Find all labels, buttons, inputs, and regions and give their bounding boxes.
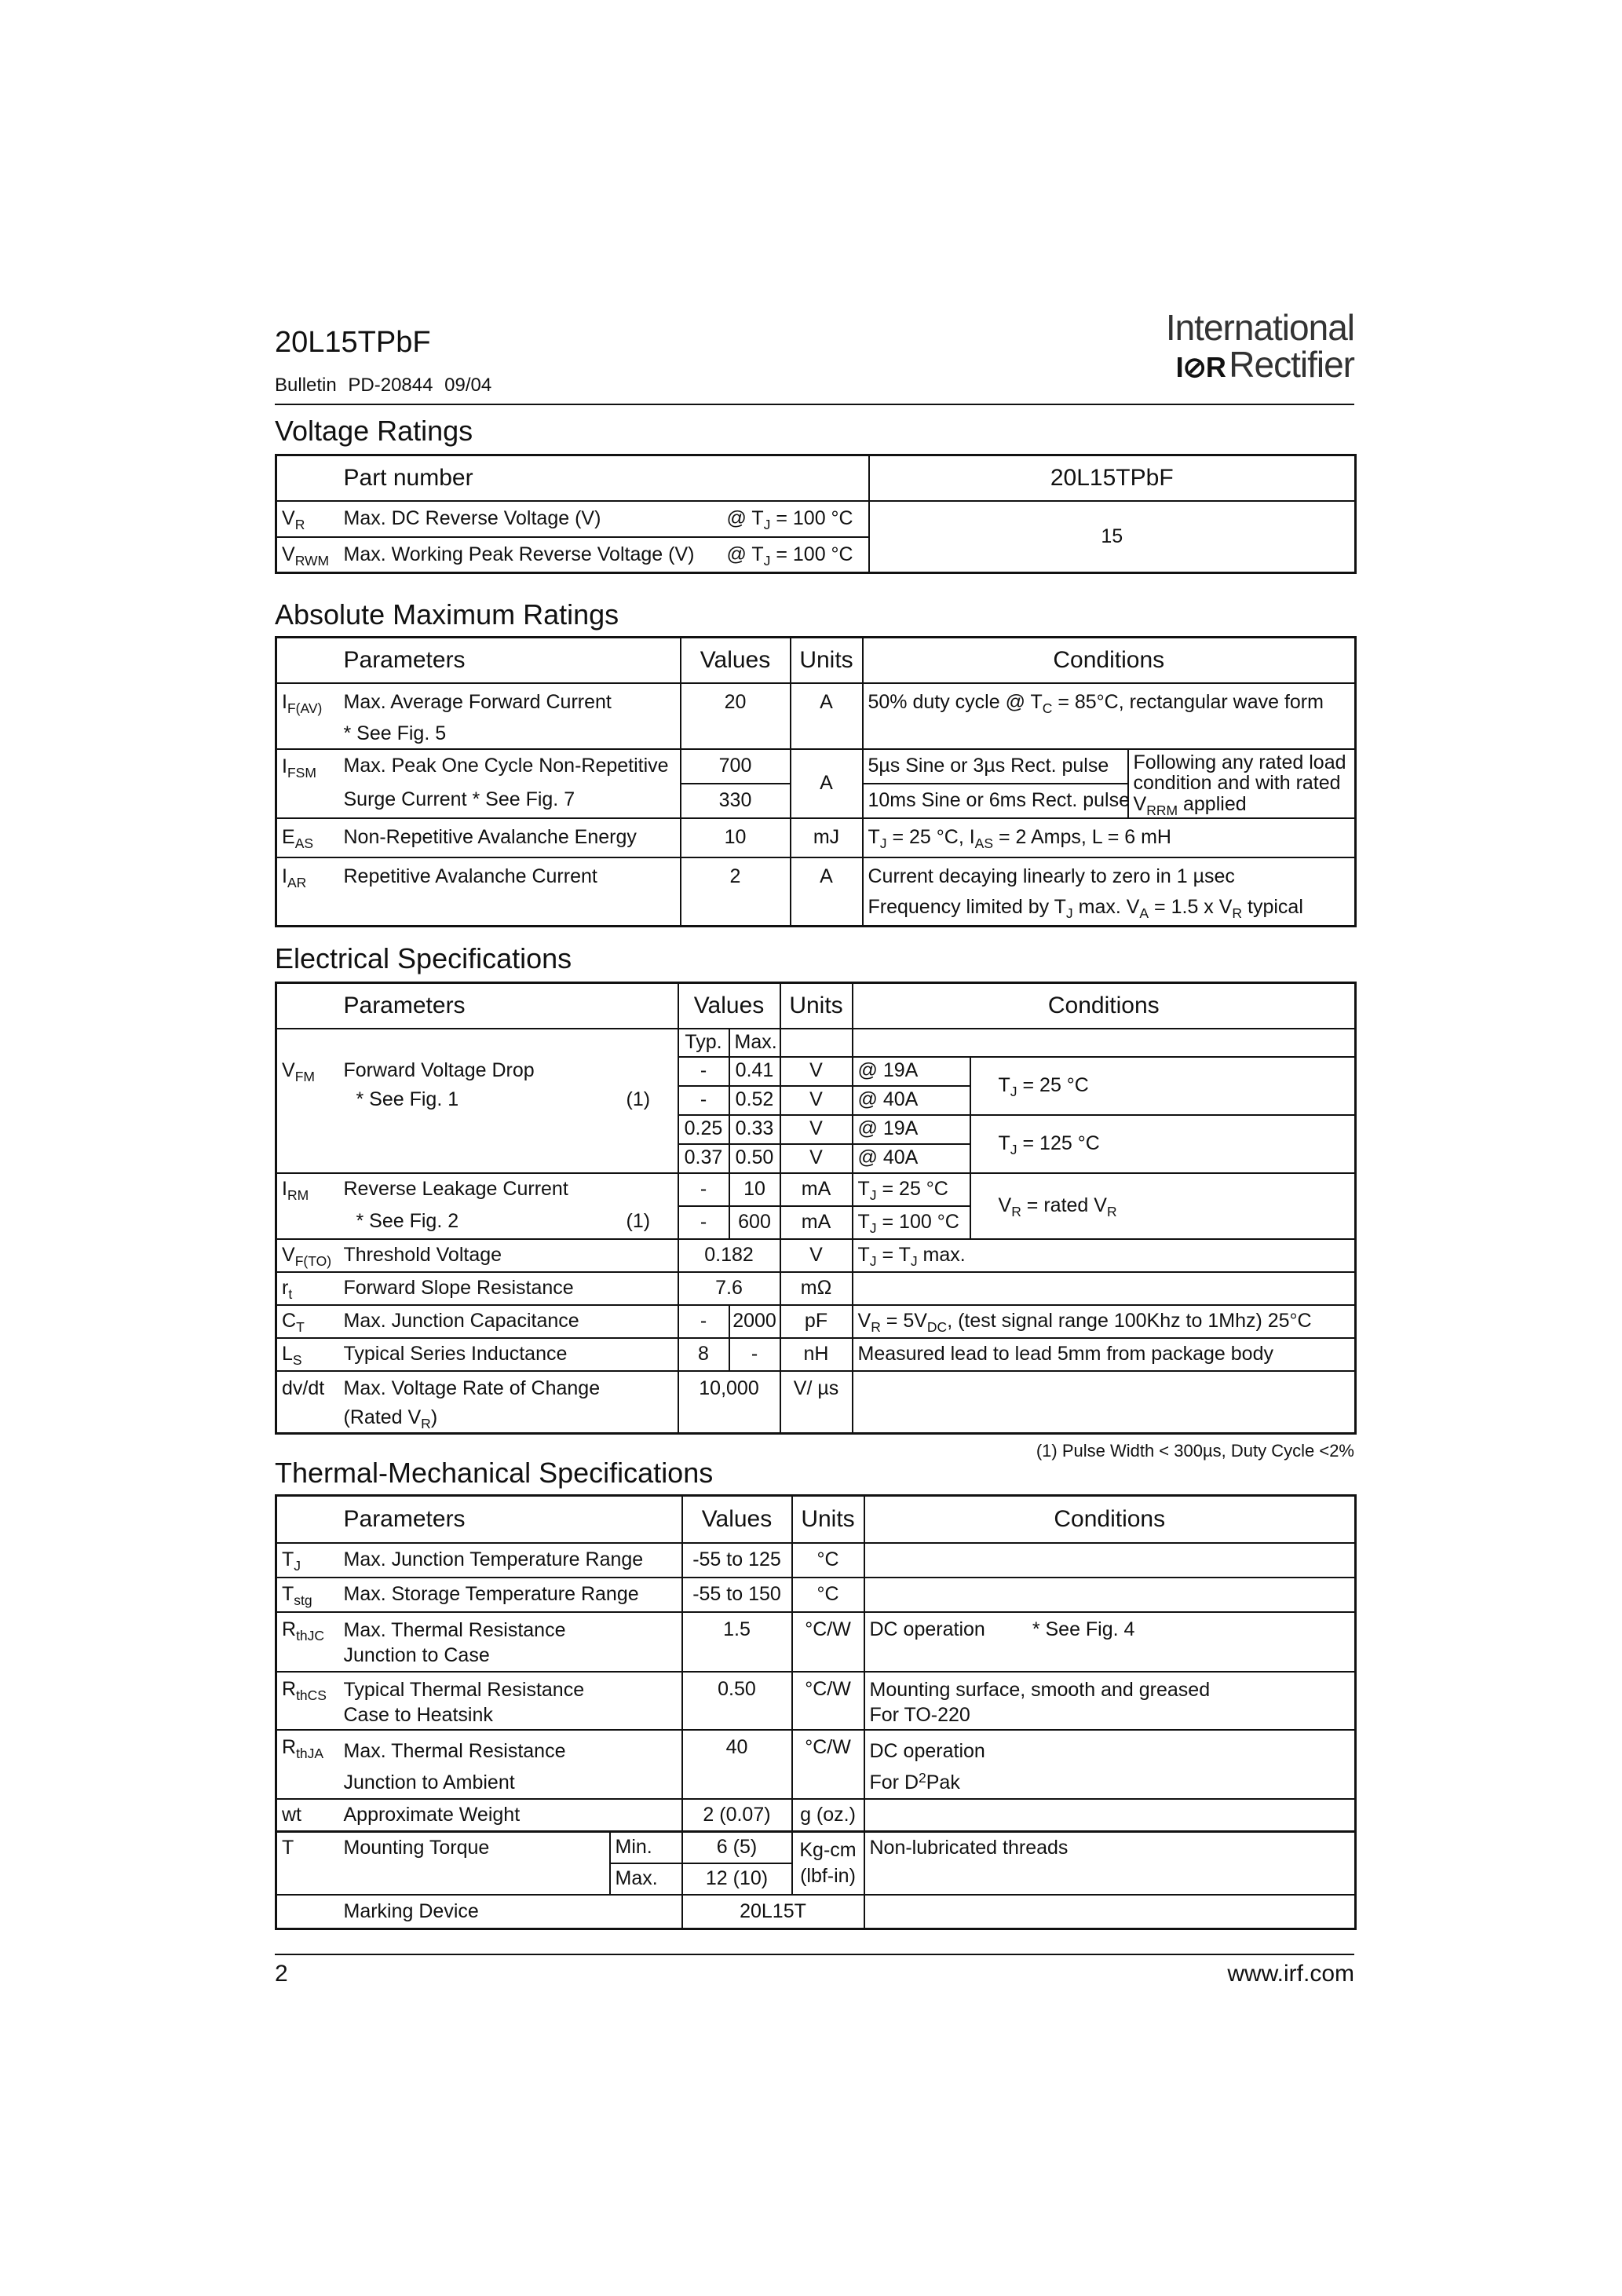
vfto-unit: V [780, 1239, 853, 1272]
tstg-condition [864, 1578, 1356, 1612]
elec-header-parameters: Parameters [339, 983, 678, 1029]
thermal-header-parameters: Parameters [339, 1496, 682, 1543]
eas-description: Non-Repetitive Avalanche Energy [339, 818, 681, 857]
ifsm-value-2: 330 [681, 784, 791, 818]
rthja-symbol: $R_{thJA}$ [276, 1730, 339, 1799]
vfto-value: 0.182 [678, 1239, 780, 1272]
vfm-cond-2: @ 40A [853, 1086, 970, 1115]
tj-unit: °C [792, 1543, 864, 1578]
marking-description: Marking Device [339, 1895, 682, 1929]
rt-symbol: $r_t$ [276, 1272, 339, 1305]
vfm-unit-2: V [780, 1086, 853, 1115]
page-number: 2 [275, 1961, 288, 1987]
thermal-specs-table [275, 1494, 1357, 1930]
rthja-condition: DC operation For $D^2Pak$ [864, 1730, 1356, 1799]
rthjc-description: Max. Thermal Resistance Junction to Case [339, 1612, 682, 1672]
thermal-specs-title: Thermal-Mechanical Specifications [275, 1457, 714, 1489]
iar-symbol: $I_{AR}$ [276, 857, 339, 927]
torque-symbol: T [276, 1832, 339, 1863]
rt-unit: mΩ [780, 1272, 853, 1305]
part-number-value: 20L15TPbF [869, 455, 1356, 501]
footer-url[interactable]: www.irf.com [1227, 1961, 1354, 1987]
rthcs-symbol: $R_{thCS}$ [276, 1672, 339, 1730]
vfto-condition: $T_J = T_J$ max. [853, 1239, 1356, 1272]
logo-ior: I⊘R [1175, 351, 1226, 384]
ifsm-note: Following any rated load condition and with rated $V_{RRM}$ applied [1128, 749, 1356, 818]
part-number-label: Part number [339, 455, 869, 501]
torque-condition: Non-lubricated threads [864, 1832, 1356, 1895]
tstg-symbol: $T_{stg}$ [276, 1578, 339, 1612]
wt-unit: g (oz.) [792, 1799, 864, 1832]
rthjc-unit: °C/W [792, 1612, 864, 1672]
torque-max-value: 12 (10) [682, 1863, 792, 1895]
rt-value: 7.6 [678, 1272, 780, 1305]
ifsm-description-2: Surge Current * See Fig. 7 [339, 784, 681, 818]
bulletin-line: Bulletin PD-20844 09/04 [275, 375, 492, 396]
rthjc-condition: DC operation * See Fig. 4 [864, 1612, 1356, 1672]
part-title: 20L15TPbF [275, 326, 431, 359]
vrwm-symbol: $V_{RWM}$ [276, 537, 339, 573]
torque-description: Mounting Torque [339, 1832, 610, 1863]
rthcs-value: 0.50 [682, 1672, 792, 1730]
rthja-description: Max. Thermal Resistance Junction to Ambient [339, 1730, 682, 1799]
ifsm-condition-2: 10ms Sine or 6ms Rect. pulse [863, 784, 1128, 818]
irm-unit-1: mA [780, 1173, 853, 1206]
ct-max: 2000 [729, 1305, 780, 1338]
vrwm-condition: @ $T_J = 100$ °C [722, 537, 869, 573]
tstg-value: -55 to 150 [682, 1578, 792, 1612]
torque-min-label: Min. [610, 1832, 682, 1863]
abs-header-parameters: Parameters [339, 638, 681, 683]
dvdt-description: Max. Voltage Rate of Change (Rated $V_R$) [339, 1371, 678, 1434]
ifav-unit: A [791, 683, 863, 749]
rthjc-symbol: $R_{thJC}$ [276, 1612, 339, 1672]
voltage-value: 15 [869, 501, 1356, 573]
elec-header-typ: Typ. [678, 1029, 729, 1057]
vfm-cond-4: @ 40A [853, 1144, 970, 1173]
vr-description: Max. DC Reverse Voltage (V) [339, 501, 722, 537]
vfm-cond-1: @ 19A [853, 1057, 970, 1086]
ifsm-value-1: 700 [681, 749, 791, 784]
vfto-symbol: $V_{F(TO)}$ [276, 1239, 339, 1272]
ifsm-unit: A [791, 749, 863, 818]
irm-unit-2: mA [780, 1206, 853, 1239]
eas-unit: mJ [791, 818, 863, 857]
vfm-typ-4: 0.37 [678, 1144, 729, 1173]
thermal-header-values: Values [682, 1496, 792, 1543]
ifsm-condition-1: 5µs Sine or 3µs Rect. pulse [863, 749, 1128, 784]
electrical-specs-title: Electrical Specifications [275, 942, 572, 974]
vfm-unit-1: V [780, 1057, 853, 1086]
abs-max-title: Absolute Maximum Ratings [275, 598, 619, 631]
ct-typ: - [678, 1305, 729, 1338]
tj-condition [864, 1543, 1356, 1578]
ls-condition: Measured lead to lead 5mm from package body [853, 1338, 1356, 1371]
vr-symbol: $V_R$ [276, 501, 339, 537]
vfm-cond-3: @ 19A [853, 1115, 970, 1144]
irm-typ-1: - [678, 1173, 729, 1206]
iar-description: Repetitive Avalanche Current [339, 857, 681, 927]
ifav-condition: 50% duty cycle @ $T_C = 85^\circ C$, rectangular wave form [863, 683, 1356, 749]
vfm-note: * See Fig. 1 [356, 1088, 459, 1111]
irm-cond-2: $T_J = 100$ °C [853, 1206, 970, 1239]
irm-description: Reverse Leakage Current [339, 1173, 622, 1206]
marking-value: 20L15T [682, 1895, 864, 1929]
eas-condition: $T_J = 25$ °C, $I_{AS} = 2$ Amps, L = 6 mH [863, 818, 1356, 857]
ifav-symbol: $I_{F(AV)}$ [276, 683, 339, 749]
ls-description: Typical Series Inductance [339, 1338, 678, 1371]
abs-header-units: Units [791, 638, 863, 683]
electrical-footnote: (1) Pulse Width < 300µs, Duty Cycle <2% [1036, 1441, 1354, 1461]
iar-condition: Current decaying linearly to zero in 1 µsec Frequency limited by $T_J$ max. $V_A = 1.5$ x $V_R$ typical [863, 857, 1356, 927]
elec-header-units: Units [780, 983, 853, 1029]
irm-typ-2: - [678, 1206, 729, 1239]
ct-symbol: $C_T$ [276, 1305, 339, 1338]
ct-condition: $V_R = 5V_{DC}$, (test signal range 100Khz to 1Mhz) 25°C [853, 1305, 1356, 1338]
irm-condition: $V_R$ = rated $V_R$ [970, 1173, 1356, 1239]
wt-value: 2 (0.07) [682, 1799, 792, 1832]
abs-header-values: Values [681, 638, 791, 683]
voltage-ratings-table [275, 454, 1357, 574]
abs-header-conditions: Conditions [863, 638, 1356, 683]
logo-rectifier: Rectifier [1229, 344, 1354, 386]
vfm-unit-4: V [780, 1144, 853, 1173]
logo-international: International [1165, 307, 1354, 348]
ifsm-description-1: Max. Peak One Cycle Non-Repetitive [339, 749, 681, 784]
elec-header-max: Max. [729, 1029, 780, 1057]
rthcs-unit: °C/W [792, 1672, 864, 1730]
vfm-typ-1: - [678, 1057, 729, 1086]
vfm-max-4: 0.50 [729, 1144, 780, 1173]
vr-condition: @ $T_J = 100$ °C [722, 501, 869, 537]
ls-unit: nH [780, 1338, 853, 1371]
tj-description: Max. Junction Temperature Range [339, 1543, 682, 1578]
rthjc-value: 1.5 [682, 1612, 792, 1672]
ct-unit: pF [780, 1305, 853, 1338]
tstg-unit: °C [792, 1578, 864, 1612]
vfm-symbol: $V_{FM}$ [276, 1057, 339, 1086]
tj-symbol: $T_J$ [276, 1543, 339, 1578]
irm-max-2: 600 [729, 1206, 780, 1239]
elec-header-values: Values [678, 983, 780, 1029]
vfm-typ-2: - [678, 1086, 729, 1115]
irm-max-1: 10 [729, 1173, 780, 1206]
irm-note: * See Fig. 2 [339, 1206, 622, 1239]
ls-typ: 8 [678, 1338, 729, 1371]
rthja-unit: °C/W [792, 1730, 864, 1799]
abs-max-table [275, 636, 1357, 927]
thermal-header-units: Units [792, 1496, 864, 1543]
iar-value: 2 [681, 857, 791, 927]
vfm-max-1: 0.41 [729, 1057, 780, 1086]
vfm-tj-25: $T_J = 25$ °C [970, 1057, 1356, 1115]
ifav-description: Max. Average Forward Current * See Fig. 5 [339, 683, 681, 749]
vfm-max-2: 0.52 [729, 1086, 780, 1115]
thermal-header-conditions: Conditions [864, 1496, 1356, 1543]
iar-unit: A [791, 857, 863, 927]
elec-header-conditions: Conditions [853, 983, 1356, 1029]
vfm-description: Forward Voltage Drop [343, 1059, 535, 1082]
dvdt-unit: V/ µs [780, 1371, 853, 1434]
company-logo [1142, 307, 1354, 386]
irm-cond-1: $T_J = 25$ °C [853, 1173, 970, 1206]
footer-rule [275, 1954, 1354, 1955]
rthcs-description: Typical Thermal Resistance Case to Heatsink [339, 1672, 682, 1730]
electrical-specs-table [275, 982, 1357, 1435]
rthcs-condition: Mounting surface, smooth and greased For TO-220 [864, 1672, 1356, 1730]
dvdt-symbol: dv/dt [276, 1371, 339, 1434]
ifav-value: 20 [681, 683, 791, 749]
torque-min-value: 6 (5) [682, 1832, 792, 1863]
vfm-unit-3: V [780, 1115, 853, 1144]
rthja-value: 40 [682, 1730, 792, 1799]
torque-unit: Kg-cm (lbf-in) [792, 1832, 864, 1895]
tstg-description: Max. Storage Temperature Range [339, 1578, 682, 1612]
rt-description: Forward Slope Resistance [339, 1272, 678, 1305]
eas-symbol: $E_{AS}$ [276, 818, 339, 857]
irm-ref: (1) [622, 1206, 678, 1239]
dvdt-value: 10,000 [678, 1371, 780, 1434]
vfm-tj-125: $T_J = 125$ °C [970, 1115, 1356, 1173]
vfm-typ-3: 0.25 [678, 1115, 729, 1144]
vrwm-description: Max. Working Peak Reverse Voltage (V) [339, 537, 722, 573]
vfto-description: Threshold Voltage [339, 1239, 678, 1272]
voltage-ratings-title: Voltage Ratings [275, 415, 473, 447]
header-rule [275, 404, 1354, 405]
ifsm-symbol: $I_{FSM}$ [276, 749, 339, 818]
ls-symbol: $L_S$ [276, 1338, 339, 1371]
eas-value: 10 [681, 818, 791, 857]
tj-value: -55 to 125 [682, 1543, 792, 1578]
wt-symbol: wt [276, 1799, 339, 1832]
torque-max-label: Max. [610, 1863, 682, 1895]
ls-max: - [729, 1338, 780, 1371]
vfm-ref: (1) [622, 1086, 678, 1115]
wt-description: Approximate Weight [339, 1799, 682, 1832]
ct-description: Max. Junction Capacitance [339, 1305, 678, 1338]
vfm-max-3: 0.33 [729, 1115, 780, 1144]
irm-symbol: $I_{RM}$ [276, 1173, 339, 1206]
